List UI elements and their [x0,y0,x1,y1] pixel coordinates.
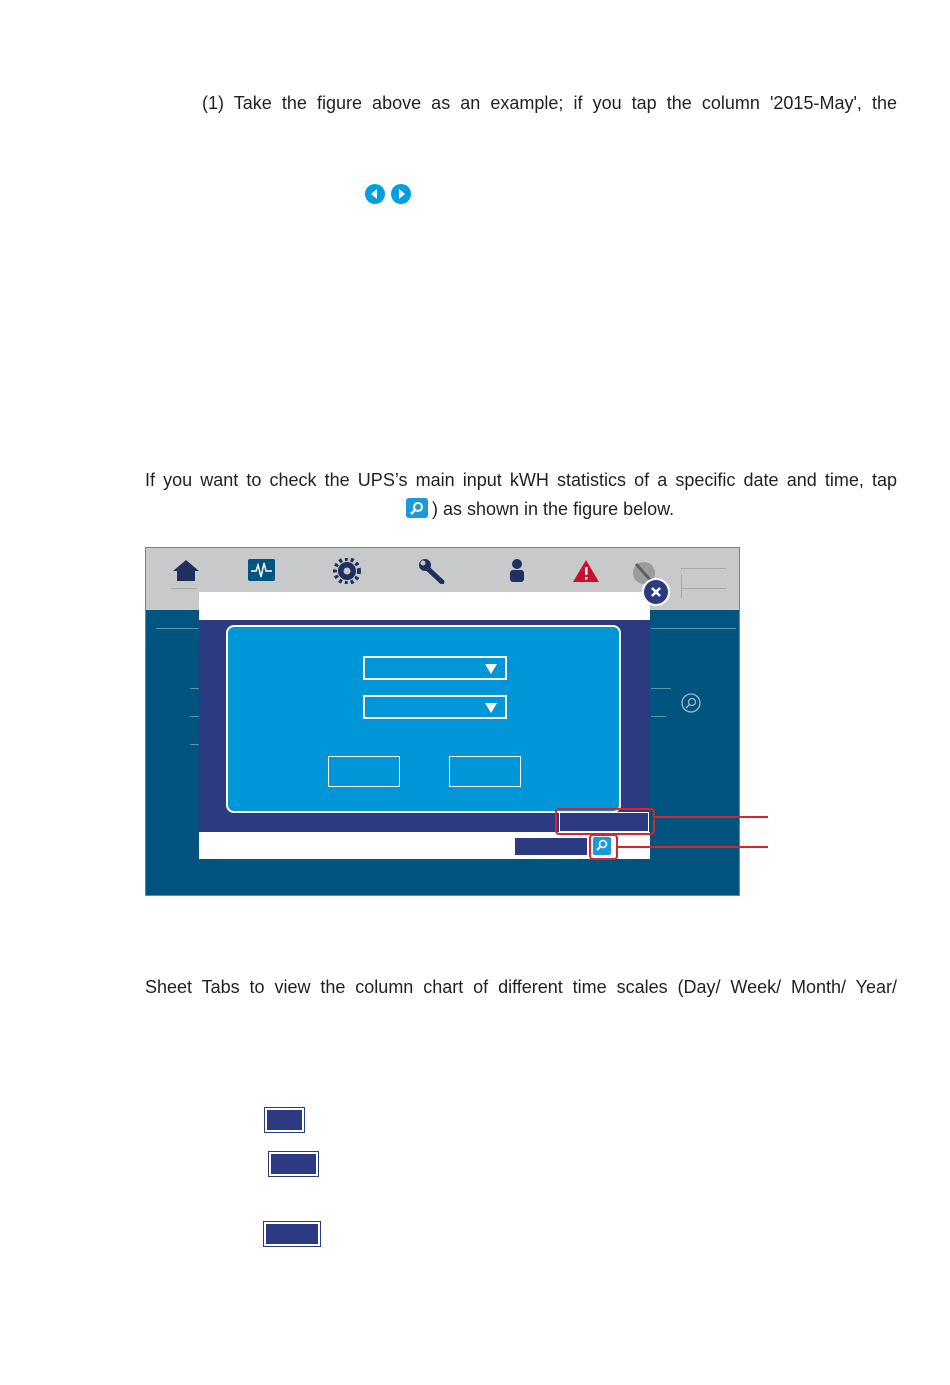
dropdown-arrow-icon [485,703,497,713]
sheet-tab-button-2 [269,1152,318,1176]
search-icon-faded[interactable] [679,691,703,715]
date-dropdown-1[interactable] [363,656,507,680]
dropdown-arrow-icon [485,664,497,674]
paragraph-example-column: (1) Take the figure above as an example; if you tap the column '2015-May', the [202,93,897,113]
paragraph-sheet-tabs: Sheet Tabs to view the column chart of different time scales (Day/ Week/ Month/ Year/ [145,977,897,997]
date-selection-panel [226,625,621,813]
callout-leader-line [655,816,768,818]
toolbar-divider [681,568,726,569]
user-icon[interactable] [502,558,532,584]
dialog-button-right[interactable] [449,756,521,787]
callout-highlight-action [555,808,655,835]
date-dropdown-2[interactable] [363,695,507,719]
maintenance-wrench-icon[interactable] [416,558,446,584]
paragraph-check-statistics: If you want to check the UPS’s main input kWH statistics of a specific date and time, tap [145,470,897,490]
prev-nav-button[interactable] [365,184,385,204]
next-nav-button[interactable] [391,184,411,204]
measurement-icon[interactable] [247,558,277,584]
paragraph-as-shown: ) as shown in the figure below. [432,499,675,519]
sheet-tab-button-1 [265,1108,304,1132]
close-x-icon [644,580,668,604]
settings-gear-icon[interactable] [332,558,362,584]
search-button-inline [406,498,428,518]
magnifier-icon [406,498,428,518]
callout-leader-line [618,846,768,848]
background-line [651,688,671,689]
toolbar-divider [171,588,197,589]
callout-highlight-search [589,834,618,860]
dialog-button-left[interactable] [328,756,400,787]
background-line [651,716,666,717]
toolbar-divider [681,588,726,589]
magnifier-icon [679,691,703,715]
dialog-header [199,592,650,620]
caret-left-icon [365,184,385,204]
caret-right-icon [391,184,411,204]
toolbar-divider [681,574,682,598]
sheet-tab-button-3 [264,1222,320,1246]
close-button[interactable] [642,578,670,606]
dialog-footer-button[interactable] [514,837,588,856]
alarm-warning-icon[interactable] [571,558,601,584]
home-icon[interactable] [171,558,201,584]
background-line [651,628,736,629]
